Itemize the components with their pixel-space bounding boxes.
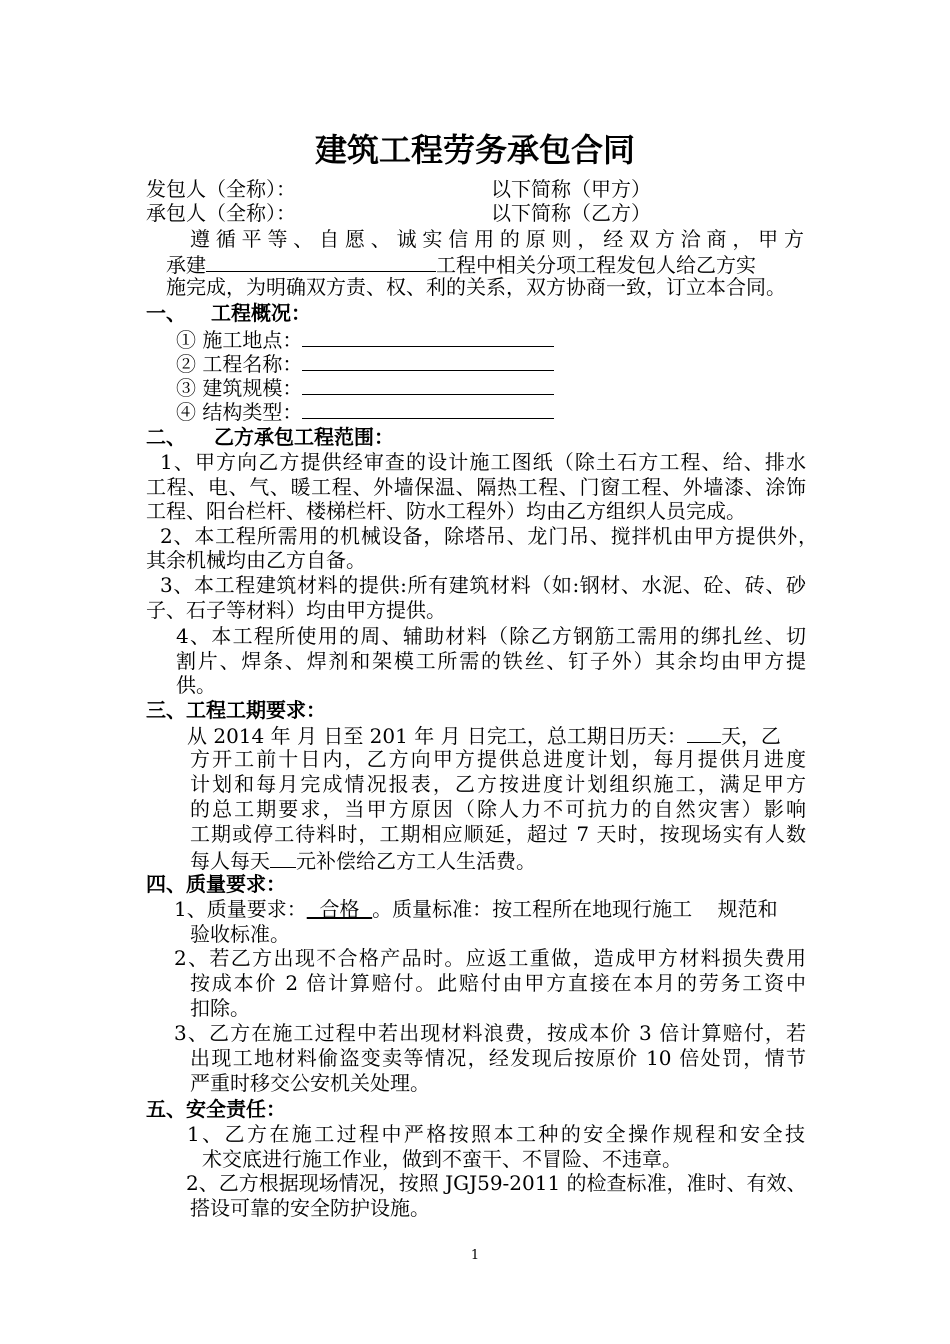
s1-item-2-label: ② 工程名称：: [176, 352, 303, 376]
s1-item-1-blank[interactable]: [302, 326, 554, 347]
s5-heading: 五、安全责任：: [146, 1097, 286, 1121]
intro-line-3: 施完成，为明确双方责、权、利的关系，双方协商一致，订立本合同。: [166, 275, 786, 299]
s3-line-5: 工期或停工待料时，工期相应顺延，超过 7 天时，按现场实有人数: [190, 822, 806, 846]
s4-p3-line-3: 严重时移交公安机关处理。: [190, 1071, 430, 1095]
s1-item-1: [176, 326, 554, 353]
s3-line-3: 计划和每月完成情况报表，乙方按进度计划组织施工，满足甲方: [190, 772, 806, 796]
s5-p2-line-2: 搭设可靠的安全防护设施。: [190, 1196, 430, 1220]
project-blank[interactable]: [206, 251, 436, 272]
document-title: 建筑工程劳务承包合同: [314, 131, 635, 169]
s2-heading-num: 二、: [146, 425, 186, 449]
s2-p1-line-1: 1、甲方向乙方提供经审查的设计施工图纸（除土石方工程、给、排水: [160, 450, 806, 474]
s4-p1-pre: 1、质量要求：: [174, 897, 307, 921]
s5-p1-line-1: 1、乙方在施工过程中严格按照本工种的安全操作规程和安全技: [187, 1122, 805, 1146]
intro-line-2-post: 工程中相关分项工程发包人给乙方实: [436, 253, 756, 277]
intro-line-2: [166, 251, 756, 278]
s3-line-1: [187, 722, 781, 749]
s2-p1-line-2: 工程、电、气、暖工程、外墙保温、隔热工程、门窗工程、外墙漆、涂饰: [146, 475, 806, 499]
s4-p2-line-3: 扣除。: [190, 996, 250, 1020]
s1-item-2-blank[interactable]: [302, 350, 554, 371]
daily-compensation-blank[interactable]: [270, 847, 296, 868]
s3-heading: 三、工程工期要求：: [146, 698, 326, 722]
quality-value: 合格: [306, 897, 373, 921]
s1-item-4: [176, 398, 554, 425]
s1-item-3-label: ③ 建筑规模：: [176, 376, 303, 400]
contractor-alias: 以下简称（乙方）: [491, 201, 651, 225]
contractor-label: 承包人（全称）：: [146, 201, 296, 225]
s3-line-6: [190, 847, 536, 874]
s4-heading: 四、质量要求：: [146, 872, 286, 896]
s3-line-2: 方开工前十日内，乙方向甲方提供总进度计划，每月提供月进度: [190, 747, 806, 771]
s2-p4-line-2: 割片、焊条、焊剂和架模工所需的铁丝、钉子外）其余均由甲方提: [176, 649, 806, 673]
total-days-blank[interactable]: [687, 722, 721, 743]
s2-p1-line-3: 工程、阳台栏杆、楼梯栏杆、防水工程外）均由乙方组织人员完成。: [146, 499, 746, 523]
s3-line-4: 的总工期要求，当甲方原因（除人力不可抗力的自然灾害）影响: [190, 797, 806, 821]
page-number: 1: [470, 1248, 480, 1263]
s2-p2-line-1: 2、本工程所需用的机械设备，除塔吊、龙门吊、搅拌机由甲方提供外，: [160, 524, 818, 548]
s2-p3-line-2: 子、石子等材料）均由甲方提供。: [146, 598, 446, 622]
s3-line-6-pre: 每人每天: [190, 849, 270, 873]
intro-line-2-pre: 承建: [166, 253, 206, 277]
employer-alias: 以下简称（甲方）: [491, 177, 651, 201]
s1-item-4-label: ④ 结构类型：: [176, 400, 303, 424]
s1-heading: 工程概况：: [211, 301, 311, 325]
s4-p1-post: 。质量标准：按工程所在地现行施工 规范和: [372, 897, 778, 921]
s2-heading: 乙方承包工程范围：: [214, 425, 394, 449]
s4-p2-line-1: 2、若乙方出现不合格产品时。应返工重做，造成甲方材料损失费用: [174, 946, 806, 970]
s5-p1-line-2: 术交底进行施工作业，做到不蛮干、不冒险、不违章。: [202, 1147, 682, 1171]
s1-item-2: [176, 350, 554, 377]
s1-item-1-label: ① 施工地点：: [176, 328, 303, 352]
s2-p4-line-1: 4、本工程所使用的周、辅助材料（除乙方钢筋工需用的绑扎丝、切: [176, 624, 806, 648]
s1-item-3-blank[interactable]: [302, 374, 554, 395]
s3-line-1-pre: 从 2014 年 月 日至 201 年 月 日完工，总工期日历天：: [187, 724, 687, 748]
s3-line-6-post: 元补偿给乙方工人生活费。: [296, 849, 536, 873]
s3-line-1-post: 天，乙: [720, 724, 781, 748]
s1-item-4-blank[interactable]: [302, 398, 554, 419]
employer-label: 发包人（全称）：: [146, 177, 296, 201]
s4-p2-line-2: 按成本价 2 倍计算赔付。此赔付由甲方直接在本月的劳务工资中: [190, 971, 806, 995]
s5-p2-line-1: 2、乙方根据现场情况，按照 JGJ59-2011 的检查标准，准时、有效、: [186, 1171, 807, 1195]
s4-p1-line-1: [174, 897, 778, 922]
s2-p4-line-3: 供。: [176, 673, 216, 697]
s1-heading-num: 一、: [146, 301, 186, 325]
s2-p2-line-2: 其余机械均由乙方自备。: [146, 548, 366, 572]
s4-p1-line-2: 验收标准。: [190, 922, 290, 946]
s4-p3-line-1: 3、乙方在施工过程中若出现材料浪费，按成本价 3 倍计算赔付，若: [174, 1021, 806, 1045]
s1-item-3: [176, 374, 554, 401]
s4-p3-line-2: 出现工地材料偷盗变卖等情况，经发现后按原价 10 倍处罚，情节: [190, 1046, 806, 1070]
intro-line-1: 遵循平等、自愿、诚实信用的原则，经双方洽商，甲方: [190, 227, 804, 251]
s2-p3-line-1: 3、本工程建筑材料的提供:所有建筑材料（如:钢材、水泥、砼、砖、砂: [160, 573, 806, 597]
